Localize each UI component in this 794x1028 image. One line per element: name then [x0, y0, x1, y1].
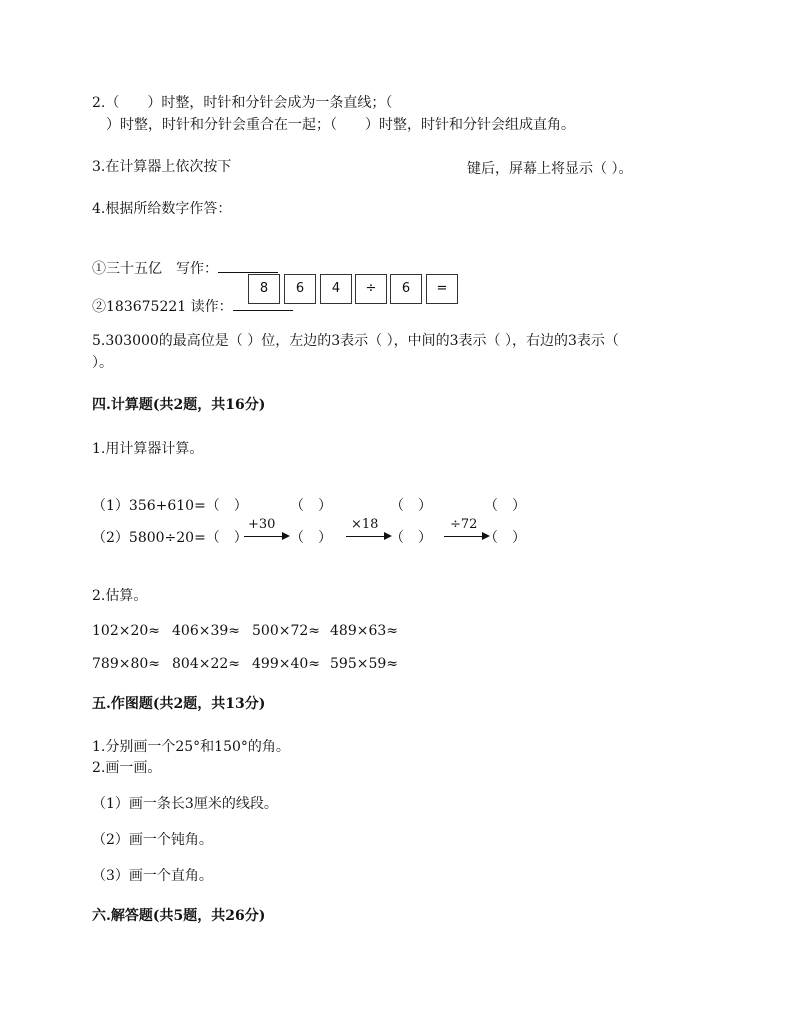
key-4: 4 — [320, 274, 352, 304]
paren-r2-c2: （ ） — [290, 530, 332, 546]
key-6-second: 6 — [390, 274, 422, 304]
answer-blank[interactable] — [233, 296, 293, 311]
paren-r1-c2: （ ） — [290, 498, 332, 514]
section5-item2: （2）画一个钝角。 — [92, 832, 213, 848]
estimate-3: 500×72≈ — [252, 623, 320, 639]
q4-item1-text: ①三十五亿 写作： — [92, 261, 218, 277]
estimate-5: 789×80≈ — [92, 656, 160, 672]
estimate-1: 102×20≈ — [92, 623, 160, 639]
estimate-2: 406×39≈ — [172, 623, 240, 639]
op-multiply-18: ×18 — [351, 517, 379, 532]
q4-item1 — [92, 258, 278, 278]
answer-blank[interactable] — [218, 258, 278, 273]
estimate-4: 489×63≈ — [330, 623, 398, 639]
section4-q2-title: 2.估算。 — [92, 588, 148, 604]
section6-title: 六.解答题(共5题，共26分) — [92, 908, 266, 924]
estimate-8: 595×59≈ — [330, 656, 398, 672]
section4-q1-title: 1.用计算器计算。 — [92, 441, 204, 457]
key-equals: = — [426, 274, 458, 304]
calculator-keys — [248, 137, 460, 296]
q4-item2-text: ②183675221 读作： — [92, 299, 233, 315]
q2-line1: 2.（ ）时整，时针和分针会成为一条直线；（ — [92, 95, 393, 111]
paren-r1-c4: （ ） — [484, 498, 526, 514]
key-divide: ÷ — [355, 274, 387, 304]
section5-q1: 1.分别画一个25°和150°的角。 — [92, 739, 290, 755]
q2-line2: ）时整，时针和分针会重合在一起；（ ）时整，时针和分针会组成直角。 — [92, 117, 575, 133]
op-divide-72: ÷72 — [450, 517, 478, 532]
section5-title: 五.作图题(共2题，共13分) — [92, 696, 266, 712]
estimate-6: 804×22≈ — [172, 656, 240, 672]
q3-suffix: 键后，屏幕上将显示（ ）。 — [467, 161, 633, 177]
key-8: 8 — [248, 274, 280, 304]
calc-row2-start: （2）5800÷20=（ ） — [92, 530, 248, 546]
q4-item2 — [92, 296, 293, 316]
op-add-30: +30 — [248, 517, 276, 532]
section4-title: 四.计算题(共2题，共16分) — [92, 397, 266, 413]
paren-r2-c3: （ ） — [390, 530, 432, 546]
arrow-right-icon — [244, 530, 290, 542]
section5-item1: （1）画一条长3厘米的线段。 — [92, 796, 278, 812]
calc-row1-start: （1）356+610=（ ） — [92, 498, 248, 514]
q3-prefix: 3.在计算器上依次按下 — [92, 159, 232, 175]
section5-item3: （3）画一个直角。 — [92, 868, 213, 884]
q5-line2: ）。 — [92, 355, 113, 371]
q4-title: 4.根据所给数字作答： — [92, 201, 232, 217]
q5-line1: 5.303000的最高位是（ ）位，左边的3表示（ ），中间的3表示（ ），右边的3表示（ — [92, 333, 619, 349]
paren-r1-c3: （ ） — [390, 498, 432, 514]
arrow-right-icon — [346, 530, 392, 542]
section5-q2: 2.画一画。 — [92, 760, 162, 776]
key-6: 6 — [284, 274, 316, 304]
paren-r2-c4: （ ） — [484, 530, 526, 546]
arrow-right-icon — [444, 530, 490, 542]
estimate-7: 499×40≈ — [252, 656, 320, 672]
